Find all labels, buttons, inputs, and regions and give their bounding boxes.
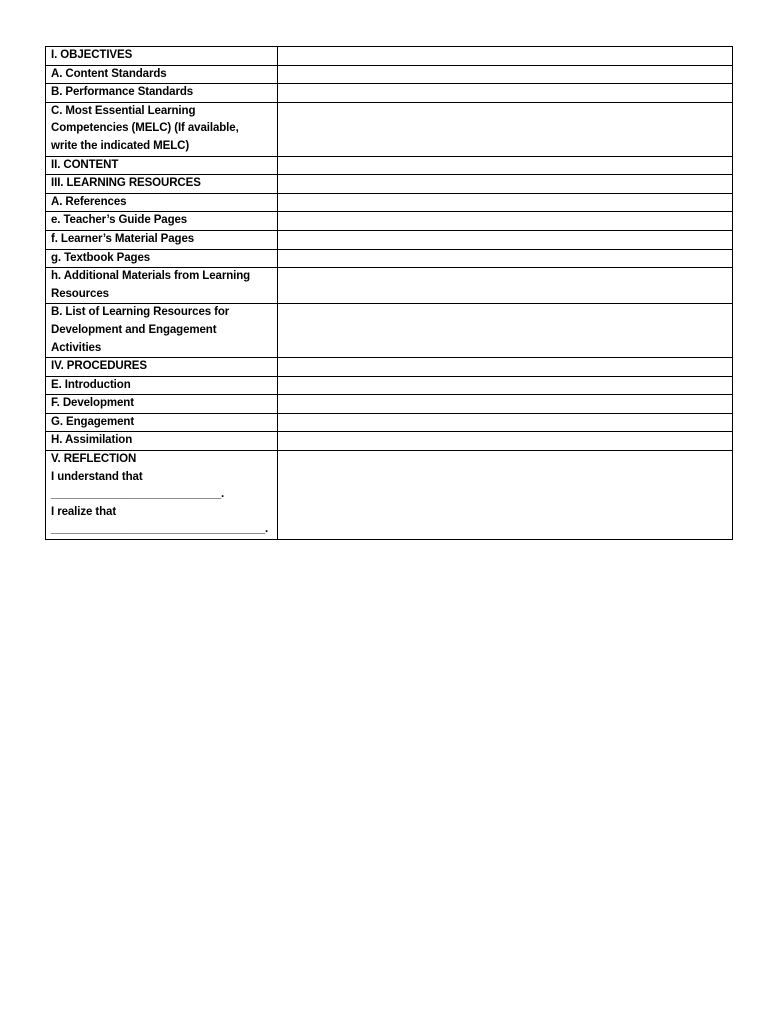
label-line: I realize that bbox=[51, 505, 117, 518]
row-label-procedures bbox=[46, 358, 278, 377]
row-label-teachers-guide bbox=[46, 212, 278, 231]
row-value-content bbox=[278, 156, 733, 175]
row-value-content-standards bbox=[278, 65, 733, 84]
table-row bbox=[46, 451, 733, 540]
row-value-development bbox=[278, 395, 733, 414]
label-line: g. Textbook Pages bbox=[51, 251, 151, 264]
label-line: V. REFLECTION bbox=[51, 453, 137, 466]
label-line: f. Learner’s Material Pages bbox=[51, 232, 195, 245]
row-label-assimilation bbox=[46, 432, 278, 451]
table-row bbox=[46, 395, 733, 414]
table-row bbox=[46, 249, 733, 268]
row-value-learners-material bbox=[278, 230, 733, 249]
row-label-learning-resources bbox=[46, 175, 278, 194]
row-label-content bbox=[46, 156, 278, 175]
label-line: I. OBJECTIVES bbox=[51, 49, 133, 61]
row-value-performance-standards bbox=[278, 84, 733, 103]
row-label-engagement bbox=[46, 413, 278, 432]
row-value-references bbox=[278, 193, 733, 212]
row-label-textbook-pages bbox=[46, 249, 278, 268]
table-row bbox=[46, 413, 733, 432]
row-label-reflection bbox=[46, 451, 278, 540]
table-row bbox=[46, 156, 733, 175]
row-label-objectives bbox=[46, 47, 278, 66]
row-value-reflection bbox=[278, 451, 733, 540]
label-line: F. Development bbox=[51, 397, 134, 410]
label-line: Activities bbox=[51, 341, 102, 354]
table-row bbox=[46, 65, 733, 84]
label-line: C. Most Essential Learning bbox=[51, 104, 196, 117]
label-line: B. Performance Standards bbox=[51, 86, 194, 99]
label-line: III. LEARNING RESOURCES bbox=[51, 177, 201, 190]
table-row bbox=[46, 84, 733, 103]
label-line: Resources bbox=[51, 287, 109, 300]
lesson-plan-table bbox=[45, 46, 733, 540]
table-row bbox=[46, 376, 733, 395]
label-line: ___________________________. bbox=[51, 488, 225, 501]
label-line: G. Engagement bbox=[51, 415, 135, 428]
table-row bbox=[46, 212, 733, 231]
row-value-textbook-pages bbox=[278, 249, 733, 268]
row-label-melc bbox=[46, 102, 278, 156]
label-line: h. Additional Materials from Learning bbox=[51, 270, 251, 283]
table-row bbox=[46, 304, 733, 358]
label-line: e. Teacher’s Guide Pages bbox=[51, 214, 188, 227]
label-line: __________________________________. bbox=[51, 523, 269, 536]
label-line: Competencies (MELC) (If available, bbox=[51, 122, 239, 135]
label-line: H. Assimilation bbox=[51, 434, 133, 447]
table-row bbox=[46, 102, 733, 156]
table-row bbox=[46, 230, 733, 249]
label-line: A. Content Standards bbox=[51, 67, 167, 80]
label-line: B. List of Learning Resources for bbox=[51, 306, 230, 319]
table-row bbox=[46, 193, 733, 212]
row-value-additional-materials bbox=[278, 268, 733, 304]
row-value-learning-resources bbox=[278, 175, 733, 194]
row-value-list-of-resources bbox=[278, 304, 733, 358]
label-line: write the indicated MELC) bbox=[51, 139, 190, 152]
row-value-melc bbox=[278, 102, 733, 156]
row-label-development bbox=[46, 395, 278, 414]
row-label-performance-standards bbox=[46, 84, 278, 103]
label-line: A. References bbox=[51, 195, 127, 208]
table-row bbox=[46, 358, 733, 377]
row-value-teachers-guide bbox=[278, 212, 733, 231]
table-row bbox=[46, 432, 733, 451]
row-label-references bbox=[46, 193, 278, 212]
label-line: IV. PROCEDURES bbox=[51, 360, 147, 373]
row-value-objectives bbox=[278, 47, 733, 66]
table-row bbox=[46, 268, 733, 304]
row-value-engagement bbox=[278, 413, 733, 432]
label-line: E. Introduction bbox=[51, 378, 131, 391]
row-label-learners-material bbox=[46, 230, 278, 249]
row-label-content-standards bbox=[46, 65, 278, 84]
table-row bbox=[46, 47, 733, 66]
row-value-procedures bbox=[278, 358, 733, 377]
label-line: II. CONTENT bbox=[51, 158, 119, 171]
row-value-introduction bbox=[278, 376, 733, 395]
row-label-list-of-resources bbox=[46, 304, 278, 358]
row-label-introduction bbox=[46, 376, 278, 395]
lesson-plan-body bbox=[46, 47, 733, 540]
label-line: I understand that bbox=[51, 470, 143, 483]
row-label-additional-materials bbox=[46, 268, 278, 304]
table-row bbox=[46, 175, 733, 194]
row-value-assimilation bbox=[278, 432, 733, 451]
label-line: Development and Engagement bbox=[51, 323, 217, 336]
